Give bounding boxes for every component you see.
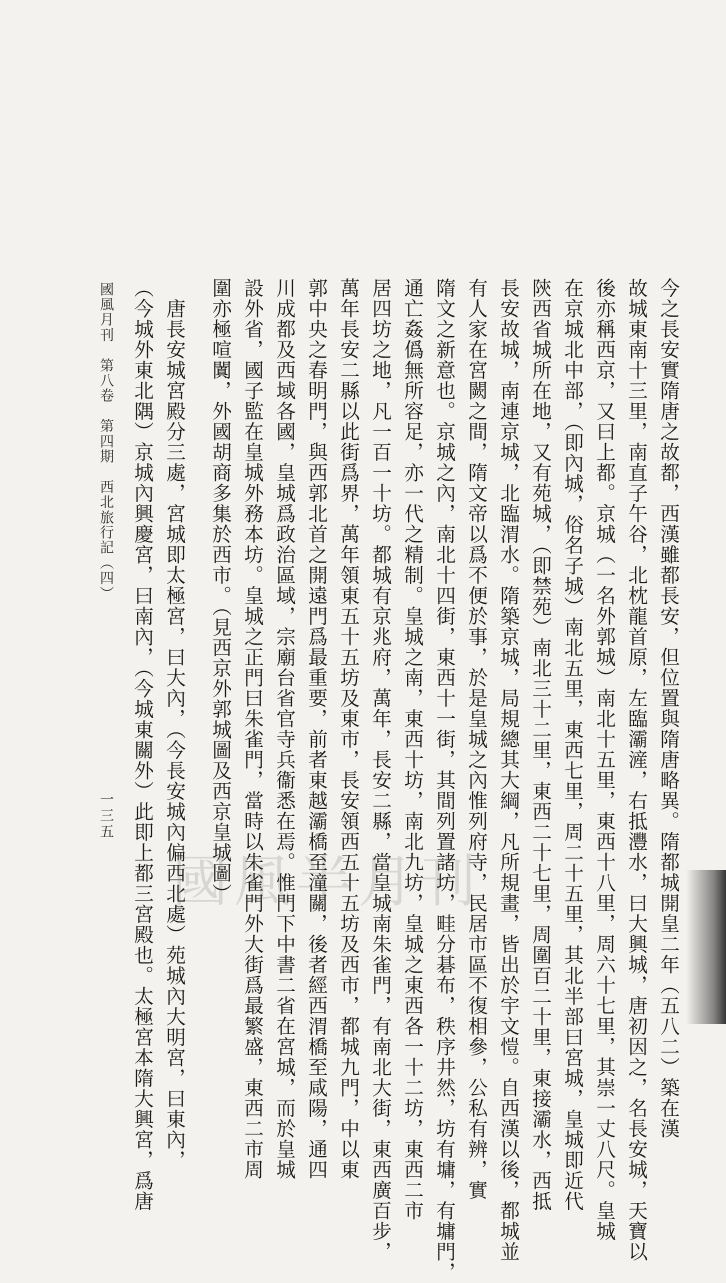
page-number: 一三五 xyxy=(98,792,114,840)
text-column: 圍亦極喧闐，外國胡商多集於西市。（見西京外郭城圖及西京皇城圖） xyxy=(208,278,232,904)
text-column: 通亡姦僞無所容足，亦一代之精制。皇城之南，東西十坊，南北九坊，皇城之東西各一十二坊，東西二市 xyxy=(400,278,424,1221)
text-column: （今城外東北隅）京城內興慶宮，曰南內，（今城東關外）此即上都三宮殿也。太極宮本隋大興宮，爲唐 xyxy=(130,278,154,1212)
text-column: 今之長安實隋唐之故都，西漢雖都長安，但位置與隋唐略異。隋都城開皇二年（五八二）築在漢 xyxy=(656,278,680,1139)
text-column: 有人家在宮闕之間，隋文帝以爲不便於事，於是皇城之內惟列府寺，民居市區不復相參，公私有辨，實 xyxy=(464,278,488,1201)
running-footer: 國風月刊 第八卷 第四期 西北旅行記（四） xyxy=(98,282,114,602)
text-column: 唐長安城宮殿分三處，宮城即太極宮，曰大內，（今長安城內偏西北處）苑城內大明宮，曰東內， xyxy=(162,278,186,1171)
text-column: 在京城北中部，（即內城，俗名子城）南北五里，東西七里，周二十五里，其北半部曰宮城，皇城即近代 xyxy=(560,278,584,1212)
text-column: 故城東南十三里，南直子午谷，北枕龍首原，左臨灞滻，右抵灃水，曰大興城，唐初因之，名長安城，天寶以 xyxy=(624,278,648,1262)
text-column: 長安故城，南連京城，北臨渭水。隋築京城，局規總其大綱，凡所規畫，皆出於宇文愷。自西漢以後，都城並 xyxy=(496,278,520,1262)
text-column: 居四坊之地，凡一百一十坊。都城有京兆府，萬年，長安二縣，當皇城南朱雀門，有南北大街，東西廣百步， xyxy=(368,278,392,1262)
text-column: 陝西省城所在地，又有苑城，（即禁苑）南北三十二里，東西二十七里，周圍百二十里，東接灞水，西抵 xyxy=(528,278,552,1212)
scan-edge-shadow xyxy=(686,870,726,1024)
text-column: 川成都及西域各國，皇城爲政治區域，宗廟台省官寺兵衞悉在焉。惟門下中書二省在宮城，而於皇城 xyxy=(272,278,296,1180)
text-column: 郭中央之春明門，與西郭北首之開遠門爲最重要，前者東越灞橋至潼關，後者經西渭橋至咸陽，通四 xyxy=(304,278,328,1180)
text-column: 萬年長安二縣以此街爲界，萬年領東五十五坊及東市，長安領西五十五坊及西市，都城九門，中以東 xyxy=(336,278,360,1180)
text-column: 隋文之新意也。京城之內，南北十四街，東西十一街，其間列置諸坊，畦分碁布，秩序井然，坊有墉，有墉門， xyxy=(432,278,456,1283)
text-column: 設外省，國子監在皇城外務本坊。皇城之正門曰朱雀門，當時以朱雀門外大街爲最繁盛，東西二市周 xyxy=(240,278,264,1180)
text-column: 後亦稱西京，又曰上都。京城（一名外郭城）南北十五里，東西十八里，周六十七里，其崇一丈八尺。皇城 xyxy=(592,278,616,1242)
watermark-text: 國風半月刊 xyxy=(172,850,482,915)
